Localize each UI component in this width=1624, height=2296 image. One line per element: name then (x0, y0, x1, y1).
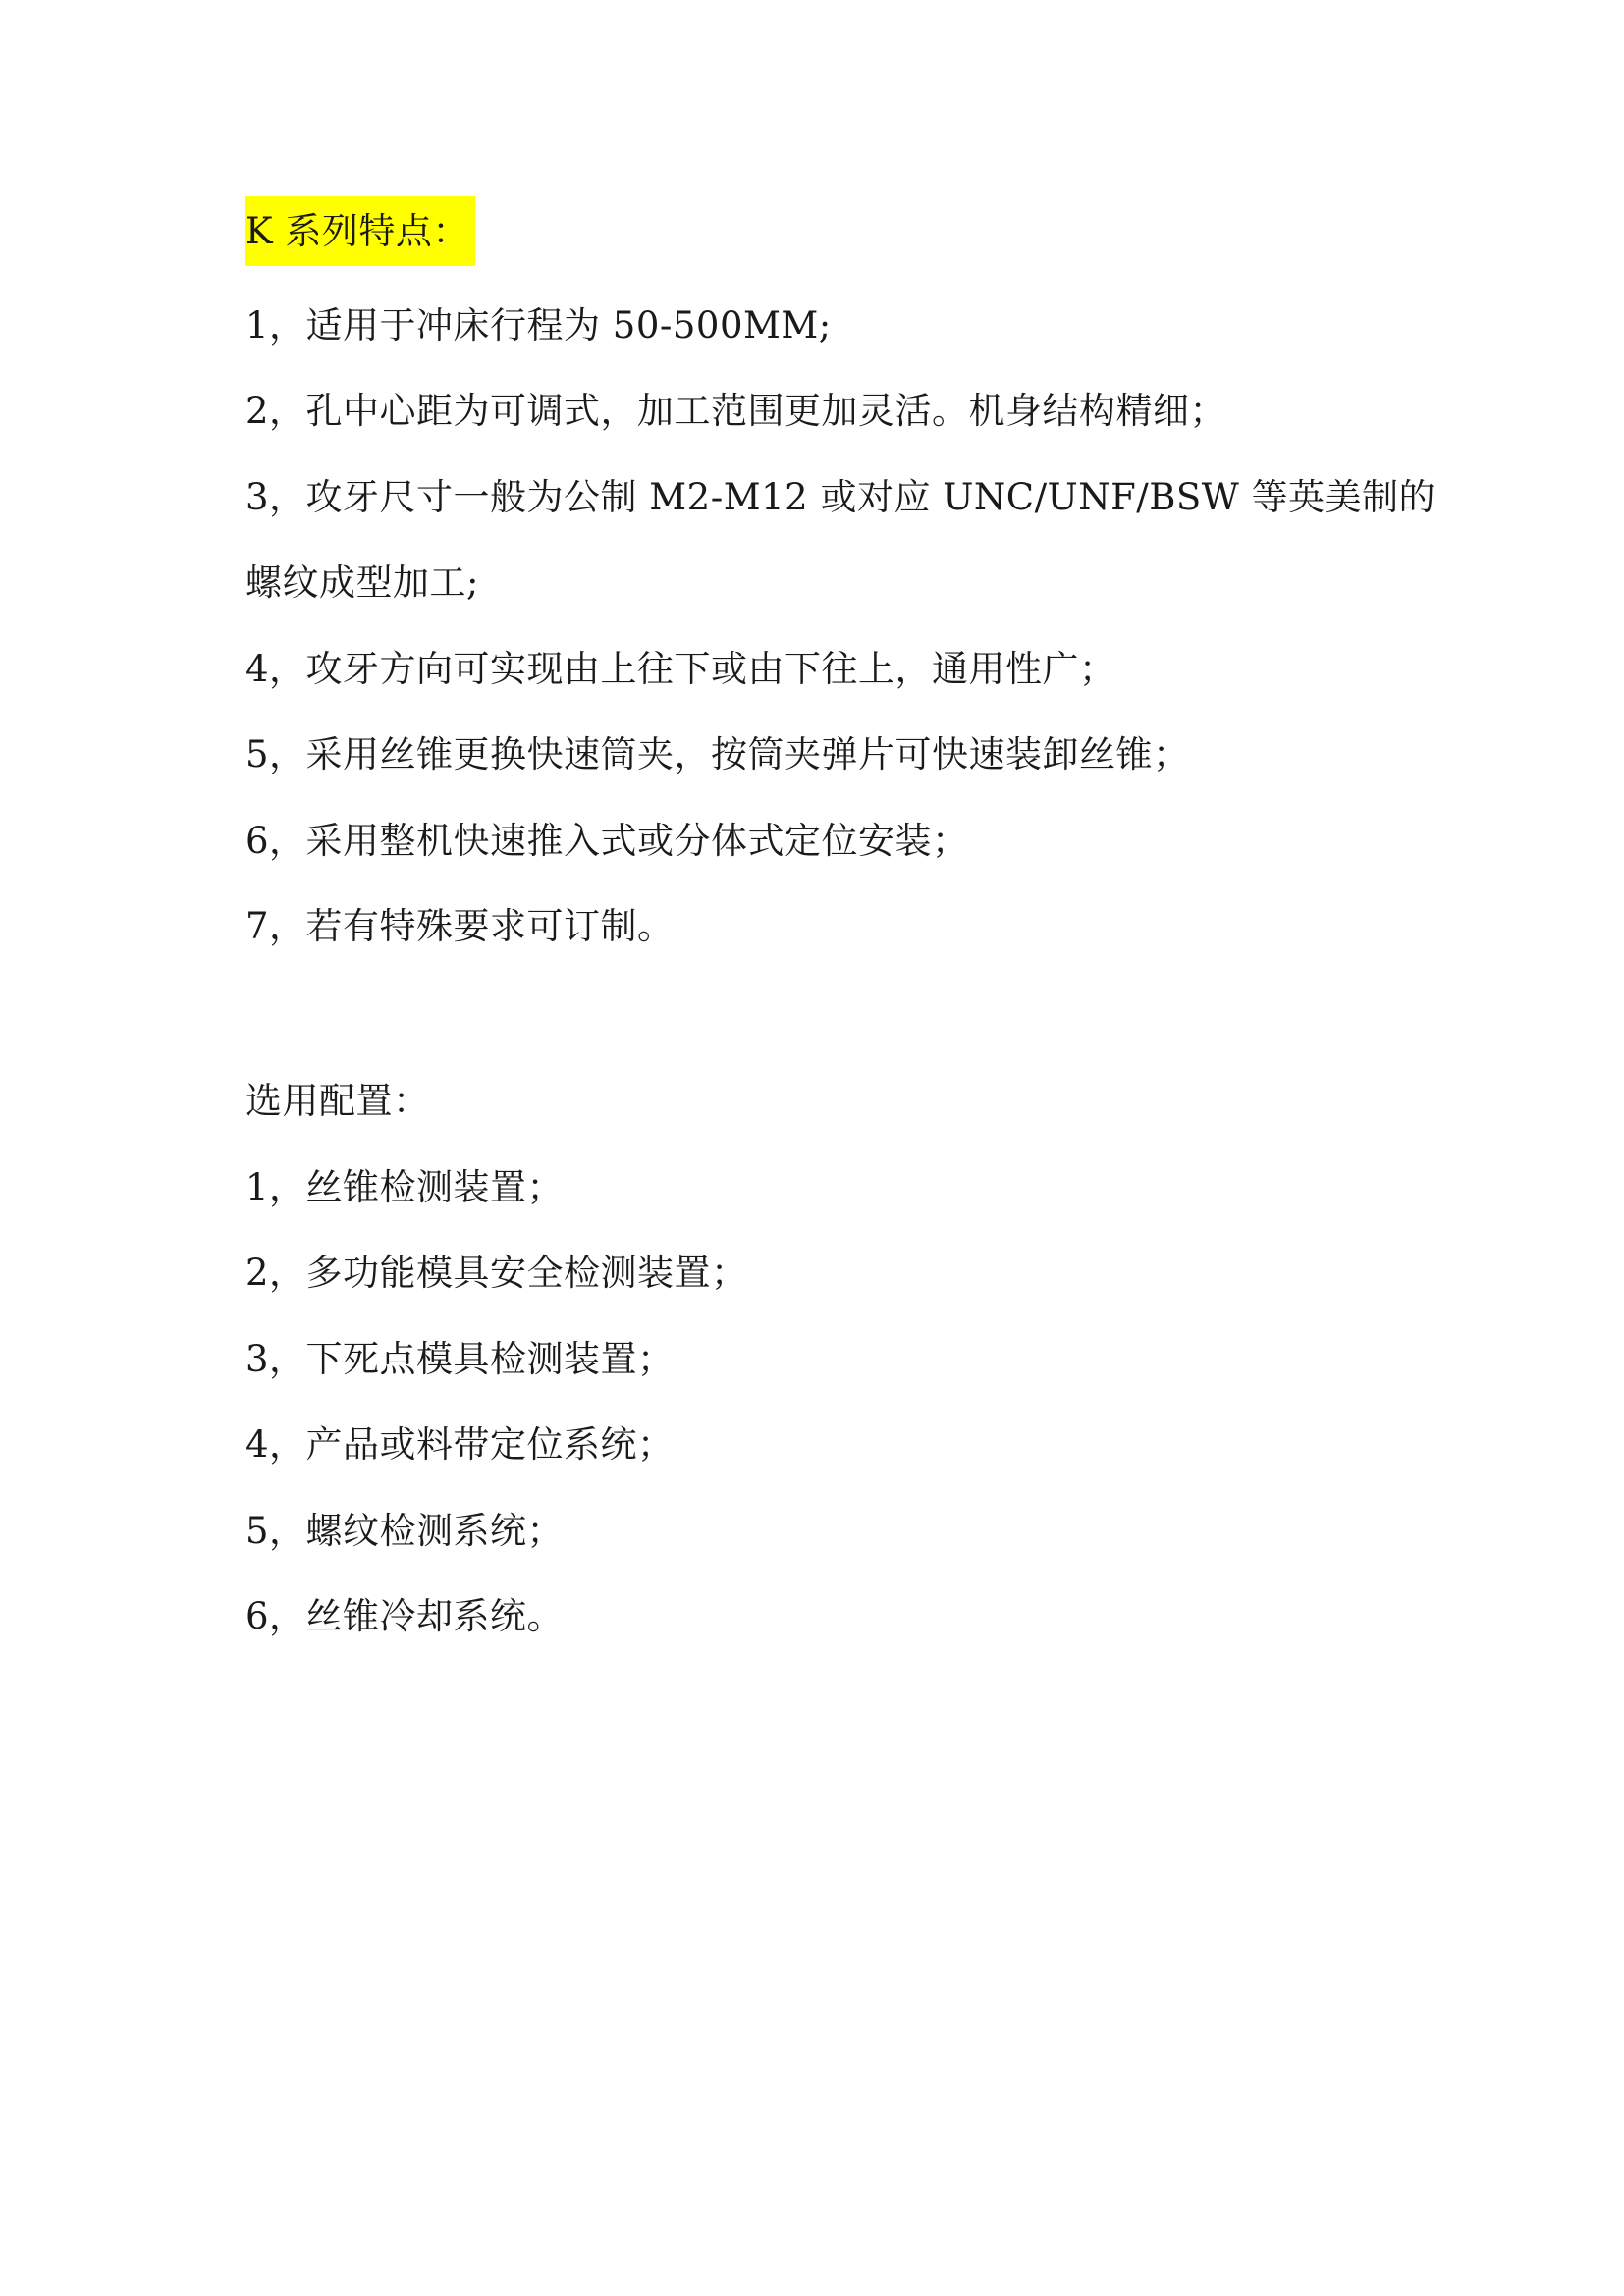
feature-item: 3，攻牙尺寸一般为公制 M2-M12 或对应 UNC/UNF/BSW 等英美制的 (245, 475, 1436, 518)
option-item: 1，丝锥检测装置； (245, 1165, 565, 1208)
options-heading: 选用配置： (245, 1080, 430, 1122)
feature-item: 1，适用于冲床行程为 50-500MM; (245, 303, 832, 347)
option-item: 2，多功能模具安全检测装置； (245, 1252, 748, 1294)
features-heading-row (245, 196, 1404, 283)
feature-item: 2，孔中心距为可调式，加工范围更加灵活。机身结构精细； (245, 390, 1227, 432)
feature-item: 4，攻牙方向可实现由上往下或由下往上，通用性广； (245, 647, 1116, 690)
feature-item-continuation: 螺纹成型加工; (245, 561, 479, 604)
feature-item: 6，采用整机快速推入式或分体式定位安装； (245, 819, 969, 862)
features-section (245, 196, 1436, 970)
option-item: 6，丝锥冷却系统。 (245, 1595, 565, 1637)
option-item: 3，下死点模具检测装置； (245, 1337, 675, 1380)
features-heading: K 系列特点： (245, 196, 475, 266)
feature-item: 5，采用丝锥更换快速筒夹，按筒夹弹片可快速装卸丝锥； (245, 733, 1190, 775)
option-item: 4，产品或料带定位系统； (245, 1423, 675, 1466)
feature-item: 7，若有特殊要求可订制。 (245, 905, 675, 947)
option-item: 5，螺纹检测系统； (245, 1509, 565, 1552)
options-section (245, 1058, 1404, 1660)
